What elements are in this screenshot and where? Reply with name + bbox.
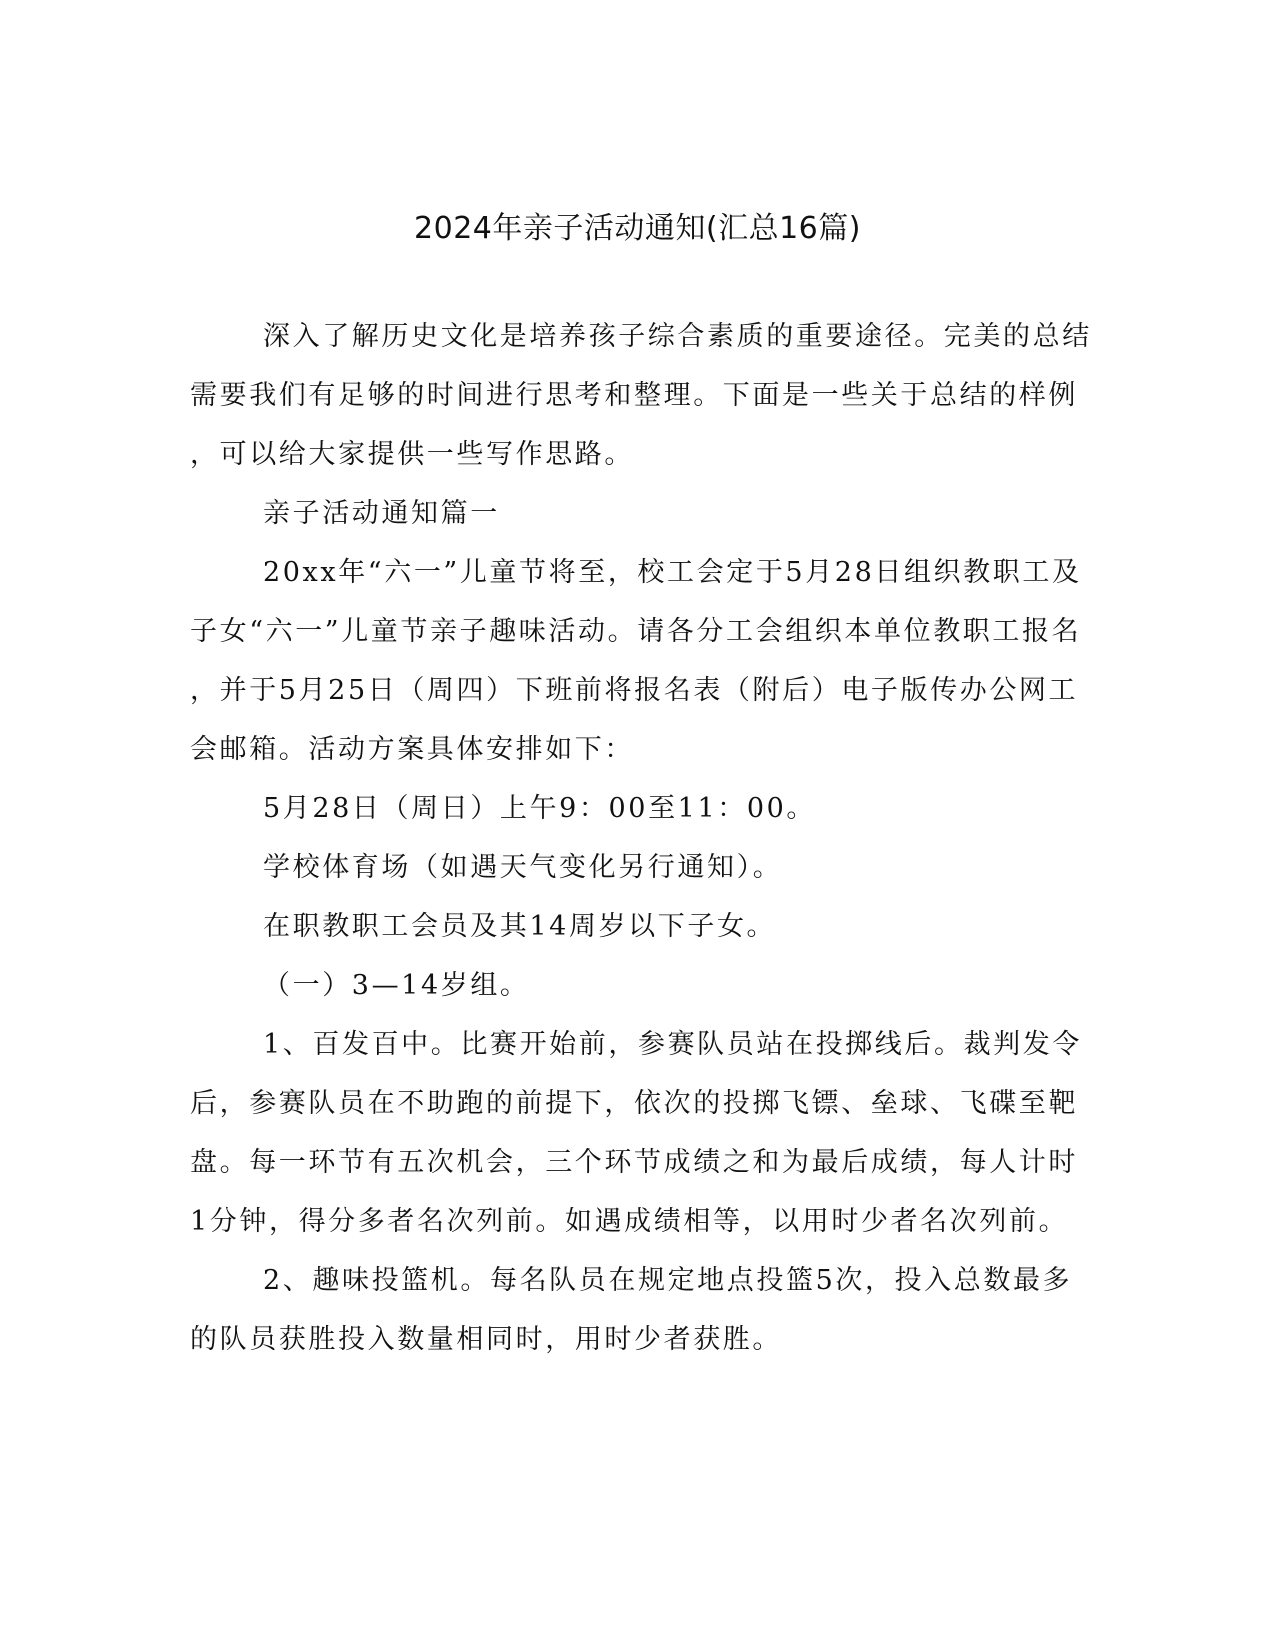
paragraph-line: 后，参赛队员在不助跑的前提下，依次的投掷飞镖、垒球、飞碟至靶 [190, 1088, 1078, 1119]
paragraph-line: ，并于5月25日（周四）下班前将报名表（附后）电子版传办公网工 [190, 675, 1079, 706]
paragraph-line: 20xx年“六一”儿童节将至，校工会定于5月28日组织教职工及 [263, 557, 1082, 588]
paragraph-line: 5月28日（周日）上午9：00至11：00。 [263, 793, 816, 824]
paragraph-line: 子女“六一”儿童节亲子趣味活动。请各分工会组织本单位教职工报名 [190, 616, 1082, 647]
paragraph-line: 学校体育场（如遇天气变化另行通知）。 [263, 852, 783, 883]
paragraph-line: 1分钟，得分多者名次列前。如遇成绩相等，以用时少者名次列前。 [190, 1206, 1069, 1237]
paragraph-line: 在职教职工会员及其14周岁以下子女。 [263, 911, 777, 942]
document-title: 2024年亲子活动通知(汇总16篇) [414, 211, 861, 246]
paragraph-line: （一）3—14岁组。 [263, 970, 530, 1001]
section-heading: 亲子活动通知篇一 [263, 498, 500, 529]
paragraph-line: 2、趣味投篮机。每名队员在规定地点投篮5次，投入总数最多 [263, 1265, 1073, 1296]
paragraph-line: 深入了解历史文化是培养孩子综合素质的重要途径。完美的总结 [263, 321, 1092, 352]
paragraph-line: 会邮箱。活动方案具体安排如下： [190, 734, 634, 765]
paragraph-line: 盘。每一环节有五次机会，三个环节成绩之和为最后成绩，每人计时 [190, 1147, 1078, 1178]
paragraph-line: 需要我们有足够的时间进行思考和整理。下面是一些关于总结的样例 [190, 380, 1078, 411]
paragraph-line: 1、百发百中。比赛开始前，参赛队员站在投掷线后。裁判发令 [263, 1029, 1082, 1060]
paragraph-line: ，可以给大家提供一些写作思路。 [190, 439, 634, 470]
paragraph-line: 的队员获胜投入数量相同时，用时少者获胜。 [190, 1324, 782, 1355]
